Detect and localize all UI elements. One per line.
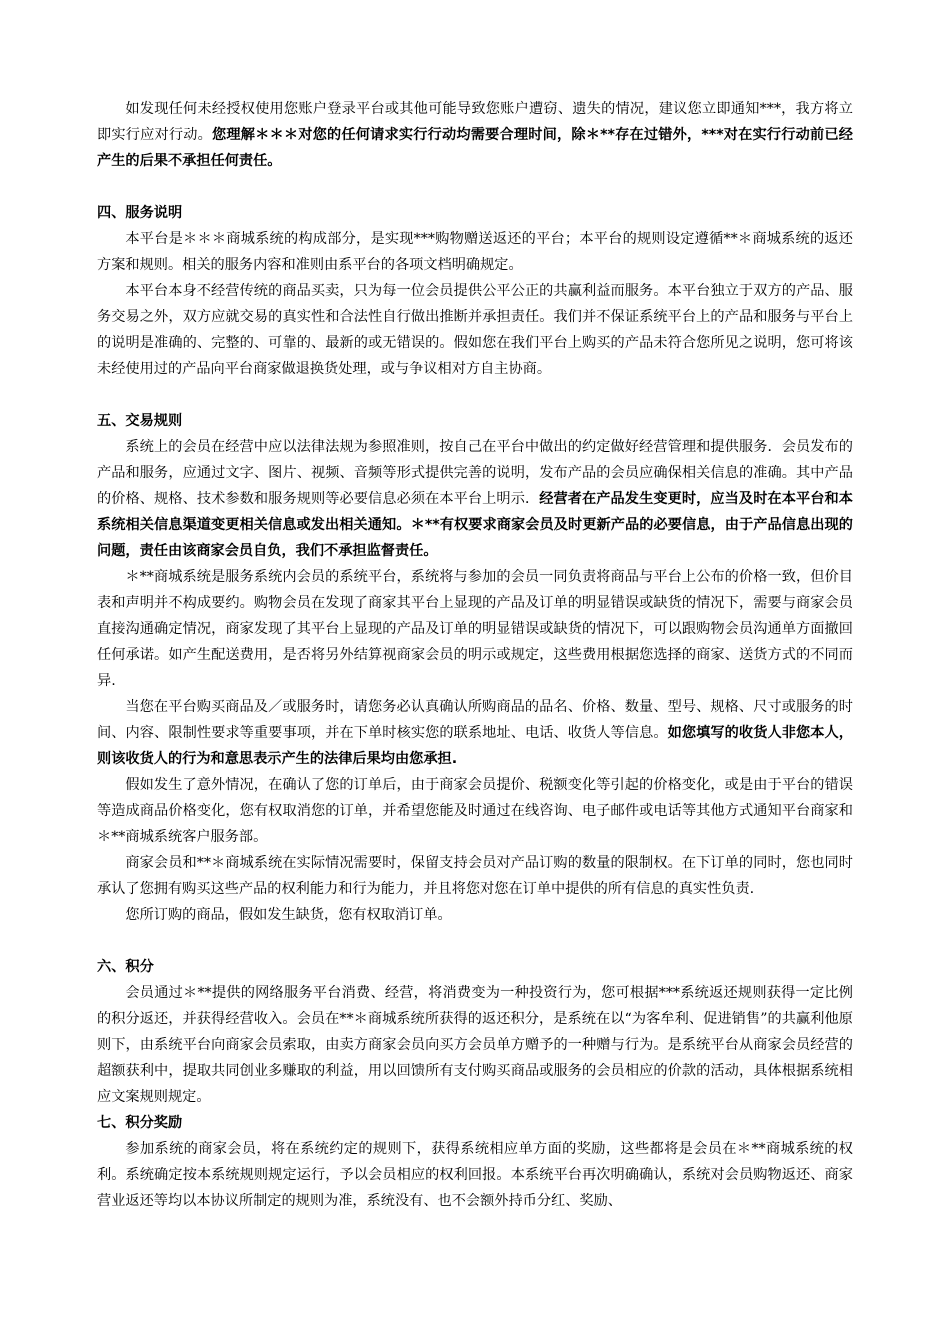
spacer [97, 382, 853, 408]
trade-paragraph-1 [97, 434, 853, 564]
service-paragraph-2: 本平台本身不经营传统的商品买卖，只为每一位会员提供公平公正的共赢利益而服务。本平台独立于双方的产品、服务交易之外，双方应就交易的真实性和合法性自行做出推断并承担责任。我们并不保证系统平台上的产品和服务与平台上的说明是准确的、完整的、可靠的、最新的或无错误的。假如您在我们平台上购买的产品未符合您所见之说明，您可将该未经使用过的产品向平台商家做退换货处理，或与争议相对方自主协商。 [97, 283, 853, 377]
trade-paragraph-1-bold: 经营者在产品发生变更时，应当及时在本平台和本系统相关信息渠道变更相关信息或发出相关通知。＊**有权要求商家会员及时更新产品的必要信息，由于产品信息出现的问题，责任由该商家会员自负，我们不承担监督责任。 [97, 491, 853, 559]
trade-paragraph-3 [97, 694, 853, 772]
intro-text: 如发现任何未经授权使用您账户登录平台或其他可能导致您账户遭窃、遗失的情况，建议您立即通知***，我方将立即实行应对行动。 [97, 101, 853, 143]
trade-paragraph-3-text: 当您在平台购买商品及／或服务时，请您务必认真确认所购商品的品名、价格、数量、型号、规格、尺寸或服务的时间、内容、限制性要求等重要事项，并在下单时核实您的联系地址、电话、收货人等信息。 [97, 699, 853, 741]
section-heading-points-rewards: 七、积分奖励 [97, 1115, 183, 1131]
section-heading-trade-rules: 五、交易规则 [97, 413, 183, 429]
section-heading-service: 四、服务说明 [97, 205, 183, 221]
points-paragraph-1: 会员通过＊**提供的网络服务平台消费、经营，将消费变为一种投资行为，您可根据***系统返还规则获得一定比例的积分返还，并获得经营收入。会员在**＊商城系统所获得的返还积分，是系统在以“为客牟利、促进销售”的共赢利他原则下，由系统平台向商家会员索取，由卖方商家会员向买方会员单方赠予的一种赠与行为。是系统平台从商家会员经营的超额获利中，提取共同创业多赚取的利益，用以回馈所有支付购买商品或服务的会员相应的价款的活动，具体根据系统相应文案规则规定。 [97, 985, 853, 1105]
intro-paragraph [97, 96, 853, 174]
trade-paragraph-2: ＊**商城系统是服务系统内会员的系统平台，系统将与参加的会员一同负责将商品与平台上公布的价格一致，但价目表和声明并不构成要约。购物会员在发现了商家其平台上显现的产品及订单的明显错误或缺货的情况下，需要与商家会员直接沟通确定情况，商家发现了其平台上显现的产品及订单的明显错误或缺货的情况下，可以跟购物会员沟通单方面撤回任何承诺。如产生配送费用，是否将另外结算视商家会员的明示或规定，这些费用根据您选择的商家、送货方式的不同而异. [97, 569, 853, 689]
trade-paragraph-4: 假如发生了意外情况，在确认了您的订单后，由于商家会员提价、税额变化等引起的价格变化，或是由于平台的错误等造成商品价格变化，您有权取消您的订单，并希望您能及时通过在线咨询、电子邮件或电话等其他方式通知平台商家和＊**商城系统客户服务部。 [97, 777, 853, 845]
document-page [97, 96, 853, 1214]
trade-paragraph-6: 您所订购的商品，假如发生缺货，您有权取消订单。 [125, 907, 452, 923]
trade-paragraph-5: 商家会员和**＊商城系统在实际情况需要时，保留支持会员对产品订购的数量的限制权。在下订单的同时，您也同时承认了您拥有购买这些产品的权利能力和行为能力，并且将您对您在订单中提供的所有信息的真实性负责. [97, 855, 853, 897]
intro-bold-text: 您理解＊＊＊对您的任何请求实行行动均需要合理时间，除＊**存在过错外，***对在实行行动前已经产生的后果不承担任何责任。 [97, 127, 853, 169]
service-paragraph-1: 本平台是＊＊＊商城系统的构成部分，是实现***购物赠送返还的平台；本平台的规则设定遵循**＊商城系统的返还方案和规则。相关的服务内容和准则由系平台的各项文档明确规定。 [97, 231, 853, 273]
section-heading-points: 六、积分 [97, 959, 154, 975]
trade-paragraph-1-text: 系统上的会员在经营中应以法律法规为参照准则，按自己在平台中做出的约定做好经营管理和提供服务．会员发布的产品和服务，应通过文字、图片、视频、音频等形式提供完善的说明，发布产品的会员应确保相关信息的准确。其中产品的价格、规格、技术参数和服务规则等必要信息必须在本平台上明示． [97, 439, 853, 507]
spacer [97, 928, 853, 954]
rewards-paragraph-1: 参加系统的商家会员，将在系统约定的规则下，获得系统相应单方面的奖励，这些都将是会员在＊**商城系统的权利。系统确定按本系统规则规定运行，予以会员相应的权利回报。本系统平台再次明确确认，系统对会员购物返还、商家营业返还等均以本协议所制定的规则为准，系统没有、也不会额外持币分红、奖励、 [97, 1141, 853, 1209]
spacer [97, 174, 853, 200]
trade-paragraph-3-bold: 如您填写的收货人非您本人，则该收货人的行为和意思表示产生的法律后果均由您承担. [97, 725, 853, 767]
